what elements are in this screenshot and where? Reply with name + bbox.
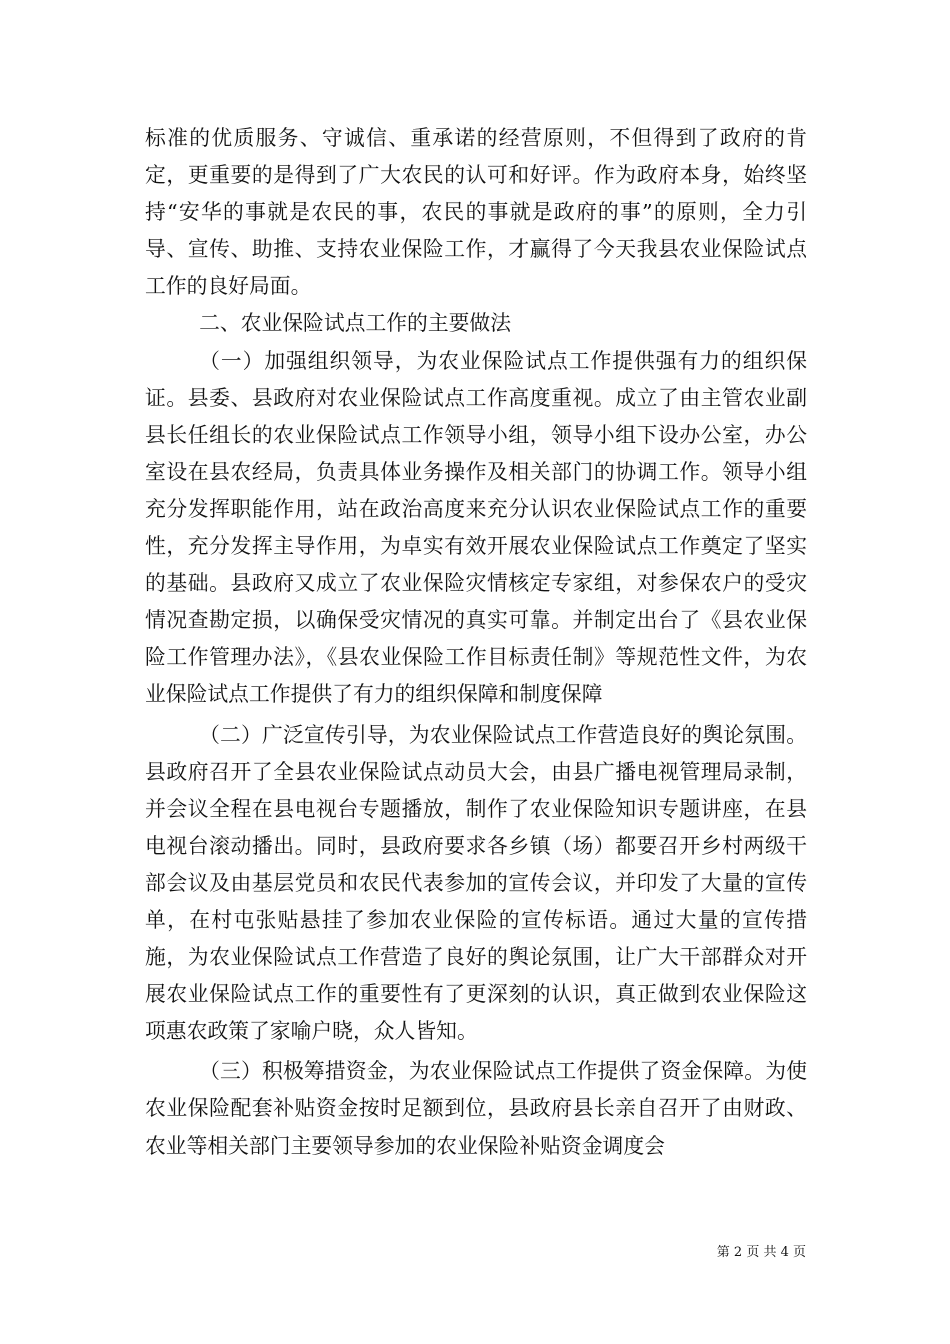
paragraph-funding: （三）积极筹措资金，为农业保险试点工作提供了资金保障。为使农业保险配套补贴资金按时足额到位，县政府县长亲自召开了由财政、农业等相关部门主要领导参加的农业保险补贴资金调度会 [145, 1059, 807, 1158]
paragraph-organization: （一）加强组织领导，为农业保险试点工作提供强有力的组织保证。县委、县政府对农业保险试点工作高度重视。成立了由主管农业副县长任组长的农业保险试点工作领导小组，领导小组下设办公室，办公室设在县农经局，负责具体业务操作及相关部门的协调工作。领导小组充分发挥职能作用，站在政治高度来充分认识农业保险试点工作的重要性，充分发挥主导作用，为卓实有效开展农业保险试点工作奠定了坚实的基础。县政府又成立了农业保险灾情核定专家组，对参保农户的受灾情况查勘定损，以确保受灾情况的真实可靠。并制定出台了《县农业保险工作管理办法》，《县农业保险工作目标责任制》等规范性文件，为农业保险试点工作提供了有力的组织保障和制度保障 [145, 348, 807, 707]
page-number-footer: 第 2 页 共 4 页 [716, 1245, 806, 1260]
document-body [145, 120, 807, 1165]
paragraph-publicity: （二）广泛宣传引导，为农业保险试点工作营造良好的舆论氛围。县政府召开了全县农业保险试点动员大会，由县广播电视管理局录制，并会议全程在县电视台专题播放，制作了农业保险知识专题讲座，在县电视台滚动播出。同时，县政府要求各乡镇（场）都要召开乡村两级干部会议及由基层党员和农民代表参加的宣传会议，并印发了大量的宣传单，在村屯张贴悬挂了参加农业保险的宣传标语。通过大量的宣传措施，为农业保险试点工作营造了良好的舆论氛围，让广大干部群众对开展农业保险试点工作的重要性有了更深刻的认识，真正做到农业保险这项惠农政策了家喻户晓，众人皆知。 [145, 722, 807, 1044]
section-heading: 二、农业保险试点工作的主要做法 [199, 311, 512, 336]
paragraph-continuation: 标准的优质服务、守诚信、重承诺的经营原则，不但得到了政府的肯定，更重要的是得到了广大农民的认可和好评。作为政府本身，始终坚持“安华的事就是农民的事，农民的事就是政府的事”的原则，全力引导、宣传、助推、支持农业保险工作，才赢得了今天我县农业保险试点工作的良好局面。 [145, 126, 807, 299]
